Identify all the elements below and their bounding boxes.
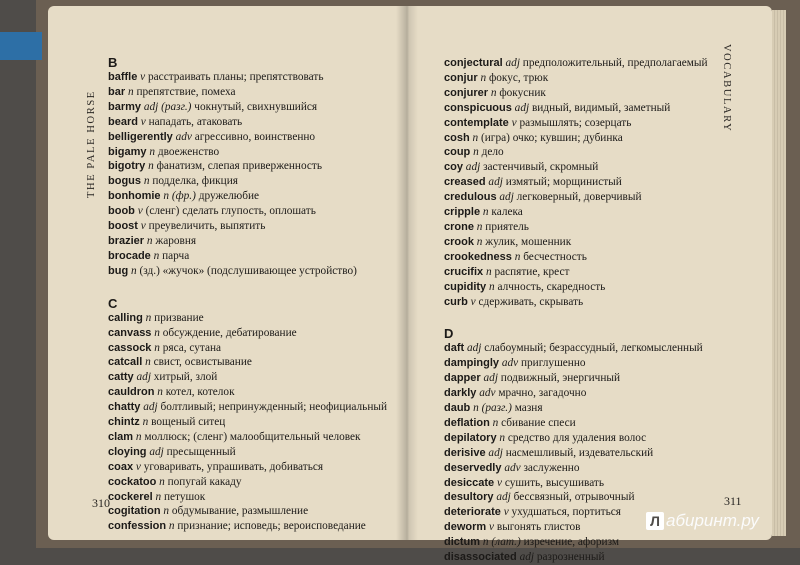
vocabulary-entry	[444, 280, 724, 295]
entry-part-of-speech: v	[470, 295, 476, 308]
right-page	[406, 6, 772, 564]
entry-definition: моллюск; (сленг) малообщительный человек	[144, 430, 361, 443]
entry-definition: жаровня	[155, 234, 197, 247]
entry-definition: агрессивно, воинственно	[194, 130, 316, 143]
entry-definition: (зд.) «жучок» (подслушивающее устройство)	[139, 264, 357, 277]
entry-part-of-speech: n	[157, 386, 163, 399]
entry-word: baffle	[108, 71, 138, 83]
entry-word: boob	[108, 205, 135, 218]
vocabulary-entry	[108, 400, 392, 415]
entry-word: cauldron	[108, 386, 155, 399]
entry-word: conspicuous	[444, 101, 512, 114]
entry-part-of-speech: n	[127, 85, 134, 98]
vocabulary-entry	[108, 311, 392, 326]
entry-part-of-speech: v	[140, 71, 146, 83]
watermark-text: абиринт.ру	[666, 511, 759, 530]
entry-word: chatty	[108, 401, 141, 414]
entry-word: barmy	[108, 100, 142, 113]
page-number-left: 310	[92, 496, 110, 510]
entry-word: deflation	[444, 416, 490, 429]
entry-word: daft	[444, 342, 465, 355]
entry-part-of-speech: adv	[501, 357, 519, 370]
vocabulary-entry	[108, 204, 392, 219]
entry-word: catcall	[108, 356, 143, 369]
vocabulary-entry	[444, 250, 724, 265]
right-entries	[444, 56, 724, 565]
vocabulary-entry	[108, 475, 392, 490]
entry-definition: (сленг) сделать глупость, оплошать	[145, 205, 316, 218]
vocabulary-entry	[444, 56, 724, 71]
vocabulary-entry	[444, 295, 724, 310]
entry-definition: подвижный, энергичный	[500, 372, 621, 385]
entry-part-of-speech: n	[499, 431, 506, 444]
entry-definition: фокусник	[499, 86, 546, 99]
entry-part-of-speech: n	[480, 71, 487, 84]
running-head-right: VOCABULARY	[721, 44, 732, 133]
vocabulary-entry	[444, 431, 724, 446]
entry-part-of-speech: adj	[499, 191, 514, 204]
vocabulary-entry	[444, 220, 724, 235]
vocabulary-entry	[108, 504, 392, 519]
entry-word: cosh	[444, 131, 470, 144]
entry-part-of-speech: adv	[504, 461, 521, 474]
entry-word: curb	[444, 295, 468, 308]
entry-word: cupidity	[444, 280, 487, 293]
entry-word: dapper	[444, 372, 481, 385]
entry-definition: препятствие, помеха	[136, 85, 236, 98]
entry-definition: легковерный, доверчивый	[516, 191, 642, 204]
watermark-logo	[646, 511, 759, 531]
entry-definition: пресыщенный	[166, 445, 236, 458]
vocabulary-entry	[108, 355, 392, 370]
vocabulary-entry	[108, 145, 392, 160]
section-gap	[108, 279, 392, 297]
entry-part-of-speech: n	[149, 145, 155, 158]
vocabulary-entry	[444, 356, 724, 371]
entry-definition: дружелюбие	[198, 190, 260, 203]
entry-part-of-speech: n	[476, 235, 483, 248]
entry-part-of-speech: n (фр.)	[163, 190, 196, 203]
vocabulary-entry	[444, 71, 724, 86]
entry-part-of-speech: v	[140, 220, 146, 233]
vocabulary-entry	[108, 189, 392, 204]
watermark-mark: Л	[646, 512, 664, 530]
vocabulary-entry	[444, 550, 724, 565]
entry-word: brazier	[108, 234, 145, 247]
entry-part-of-speech: n (лат.)	[482, 536, 521, 549]
entry-word: bonhomie	[108, 190, 161, 203]
entry-part-of-speech: n	[148, 160, 154, 173]
entry-word: cockerel	[108, 490, 153, 503]
entry-definition: (игра) очко; кувшин; дубинка	[481, 131, 623, 144]
entry-word: deteriorate	[444, 506, 501, 519]
vocabulary-entry	[108, 85, 392, 100]
entry-word: clam	[108, 430, 134, 443]
left-page	[48, 6, 406, 540]
entry-definition: приятель	[485, 220, 529, 233]
vocabulary-entry	[444, 131, 724, 146]
entry-definition: обсуждение, дебатирование	[162, 326, 297, 339]
entry-word: desiccate	[444, 476, 495, 489]
entry-word: dampingly	[444, 357, 500, 370]
entry-definition: петушок	[163, 490, 206, 503]
vocabulary-entry	[108, 159, 392, 174]
entry-definition: фанатизм, слепая приверженность	[156, 160, 322, 173]
entry-definition: уговаривать, упрашивать, добиваться	[143, 460, 324, 473]
vocabulary-entry	[444, 416, 724, 431]
entry-part-of-speech: adj	[136, 371, 151, 384]
entry-word: derisive	[444, 446, 486, 459]
entry-part-of-speech: n	[135, 430, 142, 443]
entry-part-of-speech: n	[514, 250, 521, 263]
entry-word: depilatory	[444, 431, 497, 444]
vocabulary-entry	[108, 234, 392, 249]
entry-definition: видный, видимый, заметный	[531, 101, 671, 114]
entry-word: beard	[108, 115, 138, 128]
entry-part-of-speech: adj	[488, 176, 503, 189]
vocabulary-entry	[108, 264, 392, 279]
entry-definition: преувеличить, выпятить	[148, 220, 266, 233]
vocabulary-entry	[108, 249, 392, 264]
entry-word: dictum	[444, 536, 481, 549]
entry-word: crone	[444, 220, 474, 233]
entry-definition: слабоумный; безрассудный, легкомысленный	[484, 342, 703, 355]
entry-definition: котел, котелок	[165, 386, 235, 399]
bookmark-ribbon	[0, 32, 42, 60]
entry-definition: фокус, трюк	[488, 71, 549, 84]
entry-word: darkly	[444, 387, 477, 400]
entry-definition: расстраивать планы; препятствовать	[148, 71, 324, 83]
entry-word: coax	[108, 460, 134, 473]
entry-word: confession	[108, 520, 167, 533]
entry-part-of-speech: n	[146, 234, 153, 247]
vocabulary-entry	[444, 401, 724, 416]
entry-word: cloying	[108, 445, 147, 458]
entry-part-of-speech: v	[135, 460, 141, 473]
entry-definition: вощеный ситец	[151, 416, 226, 429]
entry-word: crucifix	[444, 265, 484, 278]
entry-word: cassock	[108, 341, 152, 354]
entry-part-of-speech: v	[137, 205, 143, 218]
vocabulary-entry	[444, 446, 724, 461]
entry-definition: алчность, скаредность	[497, 280, 606, 293]
entry-definition: двоеженство	[157, 145, 220, 158]
vocabulary-entry	[444, 461, 724, 476]
entry-definition: заслуженно	[523, 461, 580, 474]
entry-word: chintz	[108, 416, 140, 429]
entry-word: cockatoo	[108, 475, 157, 488]
entry-part-of-speech: n	[143, 175, 150, 188]
entry-definition: бесчестность	[523, 250, 587, 263]
entry-definition: размышлять; созерцать	[519, 116, 632, 129]
entry-part-of-speech: n	[159, 475, 165, 488]
entry-part-of-speech: v	[140, 115, 146, 128]
vocabulary-entry	[108, 130, 392, 145]
entry-part-of-speech: v	[489, 521, 495, 534]
page-number-right: 311	[724, 494, 742, 508]
entry-part-of-speech: adj	[514, 101, 530, 114]
entry-part-of-speech: n	[154, 326, 160, 339]
entry-word: bigamy	[108, 145, 147, 158]
entry-definition: насмешливый, издевательский	[505, 446, 654, 459]
vocabulary-entry	[108, 326, 392, 341]
entry-word: creased	[444, 176, 486, 189]
entry-part-of-speech: adj	[143, 401, 158, 414]
entry-part-of-speech: adj	[483, 372, 498, 385]
entry-definition: измятый; морщинистый	[505, 176, 622, 189]
entry-word: boost	[108, 220, 138, 233]
entry-definition: свист, освистывание	[153, 356, 252, 369]
vocabulary-entry	[108, 219, 392, 234]
entry-word: cogitation	[108, 505, 161, 518]
entry-word: bar	[108, 85, 126, 98]
entry-definition: выгонять глистов	[496, 521, 581, 534]
entry-definition: приглушенно	[520, 357, 586, 370]
entry-part-of-speech: n	[145, 356, 151, 369]
entry-definition: дело	[481, 146, 504, 159]
entry-definition: разрозненный	[536, 551, 605, 564]
entry-word: coup	[444, 146, 471, 159]
entry-definition: хитрый, злой	[153, 371, 218, 384]
entry-word: catty	[108, 371, 134, 384]
entry-definition: мазня	[514, 402, 543, 415]
entry-definition: чокнутый, свихнувшийся	[194, 100, 318, 113]
entry-definition: нападать, атаковать	[148, 115, 243, 128]
entry-definition: мрачно, загадочно	[498, 387, 587, 400]
entry-part-of-speech: n	[168, 520, 175, 533]
entry-definition: подделка, фикция	[152, 175, 238, 188]
vocabulary-entry	[444, 476, 724, 491]
entry-definition: ухудшаться, портиться	[511, 506, 621, 519]
vocabulary-entry	[108, 519, 392, 534]
vocabulary-entry	[444, 101, 724, 116]
entry-word: canvass	[108, 326, 152, 339]
entry-definition: бессвязный, отрывочный	[513, 491, 635, 504]
vocabulary-entry	[108, 385, 392, 400]
entry-part-of-speech: v	[503, 506, 509, 519]
vocabulary-entry	[444, 160, 724, 175]
vocabulary-entry	[108, 370, 392, 385]
entry-definition: сбивание спеси	[501, 416, 576, 429]
entry-part-of-speech: n	[154, 341, 160, 354]
entry-word: credulous	[444, 191, 497, 204]
entry-definition: болтливый; непринужденный; неофициальный	[160, 401, 388, 414]
entry-part-of-speech: adv	[175, 130, 192, 143]
entry-definition: средство для удаления волос	[507, 431, 647, 444]
section-letter: B	[108, 55, 118, 70]
vocabulary-entry	[108, 174, 392, 189]
entry-part-of-speech: n	[485, 265, 492, 278]
entry-word: deworm	[444, 521, 487, 534]
entry-word: calling	[108, 311, 143, 324]
entry-part-of-speech: n	[489, 280, 495, 293]
entry-word: bug	[108, 264, 129, 277]
vocabulary-entry	[444, 205, 724, 220]
entry-part-of-speech: v	[496, 476, 502, 489]
running-head-left: THE PALE HORSE	[86, 90, 97, 198]
vocabulary-entry	[108, 430, 392, 445]
section-letter: C	[108, 295, 118, 311]
entry-word: crook	[444, 235, 474, 248]
entry-part-of-speech: n	[142, 416, 149, 429]
entry-part-of-speech: adj	[519, 551, 535, 564]
entry-part-of-speech: n (разг.)	[473, 402, 512, 415]
vocabulary-entry	[444, 145, 724, 160]
vocabulary-entry	[444, 175, 724, 190]
entry-definition: изречение, афоризм	[523, 536, 620, 549]
entry-part-of-speech: n	[476, 220, 483, 233]
entry-part-of-speech: n	[145, 311, 152, 324]
entry-definition: предположительный, предполагаемый	[522, 57, 708, 69]
left-entries	[108, 56, 392, 534]
entry-definition: сдерживать, скрывать	[478, 295, 584, 308]
vocabulary-entry	[108, 70, 392, 85]
entry-part-of-speech: n	[163, 505, 170, 518]
entry-definition: парча	[162, 249, 190, 262]
book-gutter	[396, 6, 418, 540]
entry-part-of-speech: n	[153, 249, 160, 262]
vocabulary-entry	[444, 371, 724, 386]
entry-part-of-speech: n	[473, 146, 479, 159]
section-letter: D	[444, 326, 454, 342]
vocabulary-entry	[108, 445, 392, 460]
vocabulary-entry	[444, 116, 724, 131]
entry-word: daub	[444, 402, 471, 415]
vocabulary-entry	[108, 115, 392, 130]
entry-word: conjur	[444, 71, 478, 84]
vocabulary-entry	[108, 490, 392, 505]
section-gap	[444, 309, 724, 327]
vocabulary-entry	[444, 265, 724, 280]
entry-definition: распятие, крест	[494, 265, 570, 278]
entry-definition: сушить, высушивать	[504, 476, 605, 489]
entry-definition: калека	[491, 206, 523, 219]
vocabulary-entry	[444, 490, 724, 505]
entry-definition: призвание	[154, 311, 204, 324]
vocabulary-entry	[444, 190, 724, 205]
entry-part-of-speech: adj	[465, 161, 481, 174]
entry-word: brocade	[108, 249, 151, 262]
entry-part-of-speech: n	[131, 264, 137, 277]
entry-definition: обдумывание, размышление	[171, 505, 309, 518]
entry-part-of-speech: n	[472, 131, 479, 144]
entry-part-of-speech: adv	[479, 387, 496, 400]
entry-word: disassociated	[444, 551, 517, 564]
entry-part-of-speech: n	[492, 416, 499, 429]
vocabulary-entry	[108, 460, 392, 475]
entry-definition: жулик, мошенник	[485, 235, 572, 248]
entry-definition: признание; исповедь; вероисповедание	[177, 520, 366, 533]
entry-part-of-speech: adj	[149, 445, 164, 458]
entry-word: contemplate	[444, 116, 509, 129]
entry-part-of-speech: adj	[505, 57, 520, 69]
entry-definition: застенчивый, скромный	[483, 161, 599, 174]
entry-word: bigotry	[108, 160, 146, 173]
vocabulary-entry	[444, 86, 724, 101]
vocabulary-entry	[108, 341, 392, 356]
entry-word: conjurer	[444, 86, 489, 99]
entry-part-of-speech: n	[490, 86, 497, 99]
vocabulary-entry	[444, 386, 724, 401]
entry-part-of-speech: v	[511, 116, 517, 129]
vocabulary-entry	[444, 235, 724, 250]
entry-word: crookedness	[444, 250, 512, 263]
entry-word: coy	[444, 161, 463, 174]
vocabulary-entry	[444, 341, 724, 356]
entry-part-of-speech: adj	[488, 446, 503, 459]
entry-word: belligerently	[108, 130, 173, 143]
entry-part-of-speech: n	[482, 206, 489, 219]
entry-word: conjectural	[444, 57, 503, 69]
entry-part-of-speech: n	[155, 490, 162, 503]
entry-word: bogus	[108, 175, 141, 188]
entry-word: deservedly	[444, 461, 502, 474]
entry-word: desultory	[444, 491, 494, 504]
entry-part-of-speech: adj	[496, 491, 511, 504]
vocabulary-entry	[108, 415, 392, 430]
entry-part-of-speech: adj	[467, 342, 482, 355]
vocabulary-entry	[108, 100, 392, 115]
entry-definition: ряса, сутана	[162, 341, 222, 354]
entry-word: cripple	[444, 206, 481, 219]
entry-definition: попугай какаду	[167, 475, 242, 488]
page-edges	[772, 10, 786, 536]
entry-part-of-speech: adj (разг.)	[143, 100, 192, 113]
